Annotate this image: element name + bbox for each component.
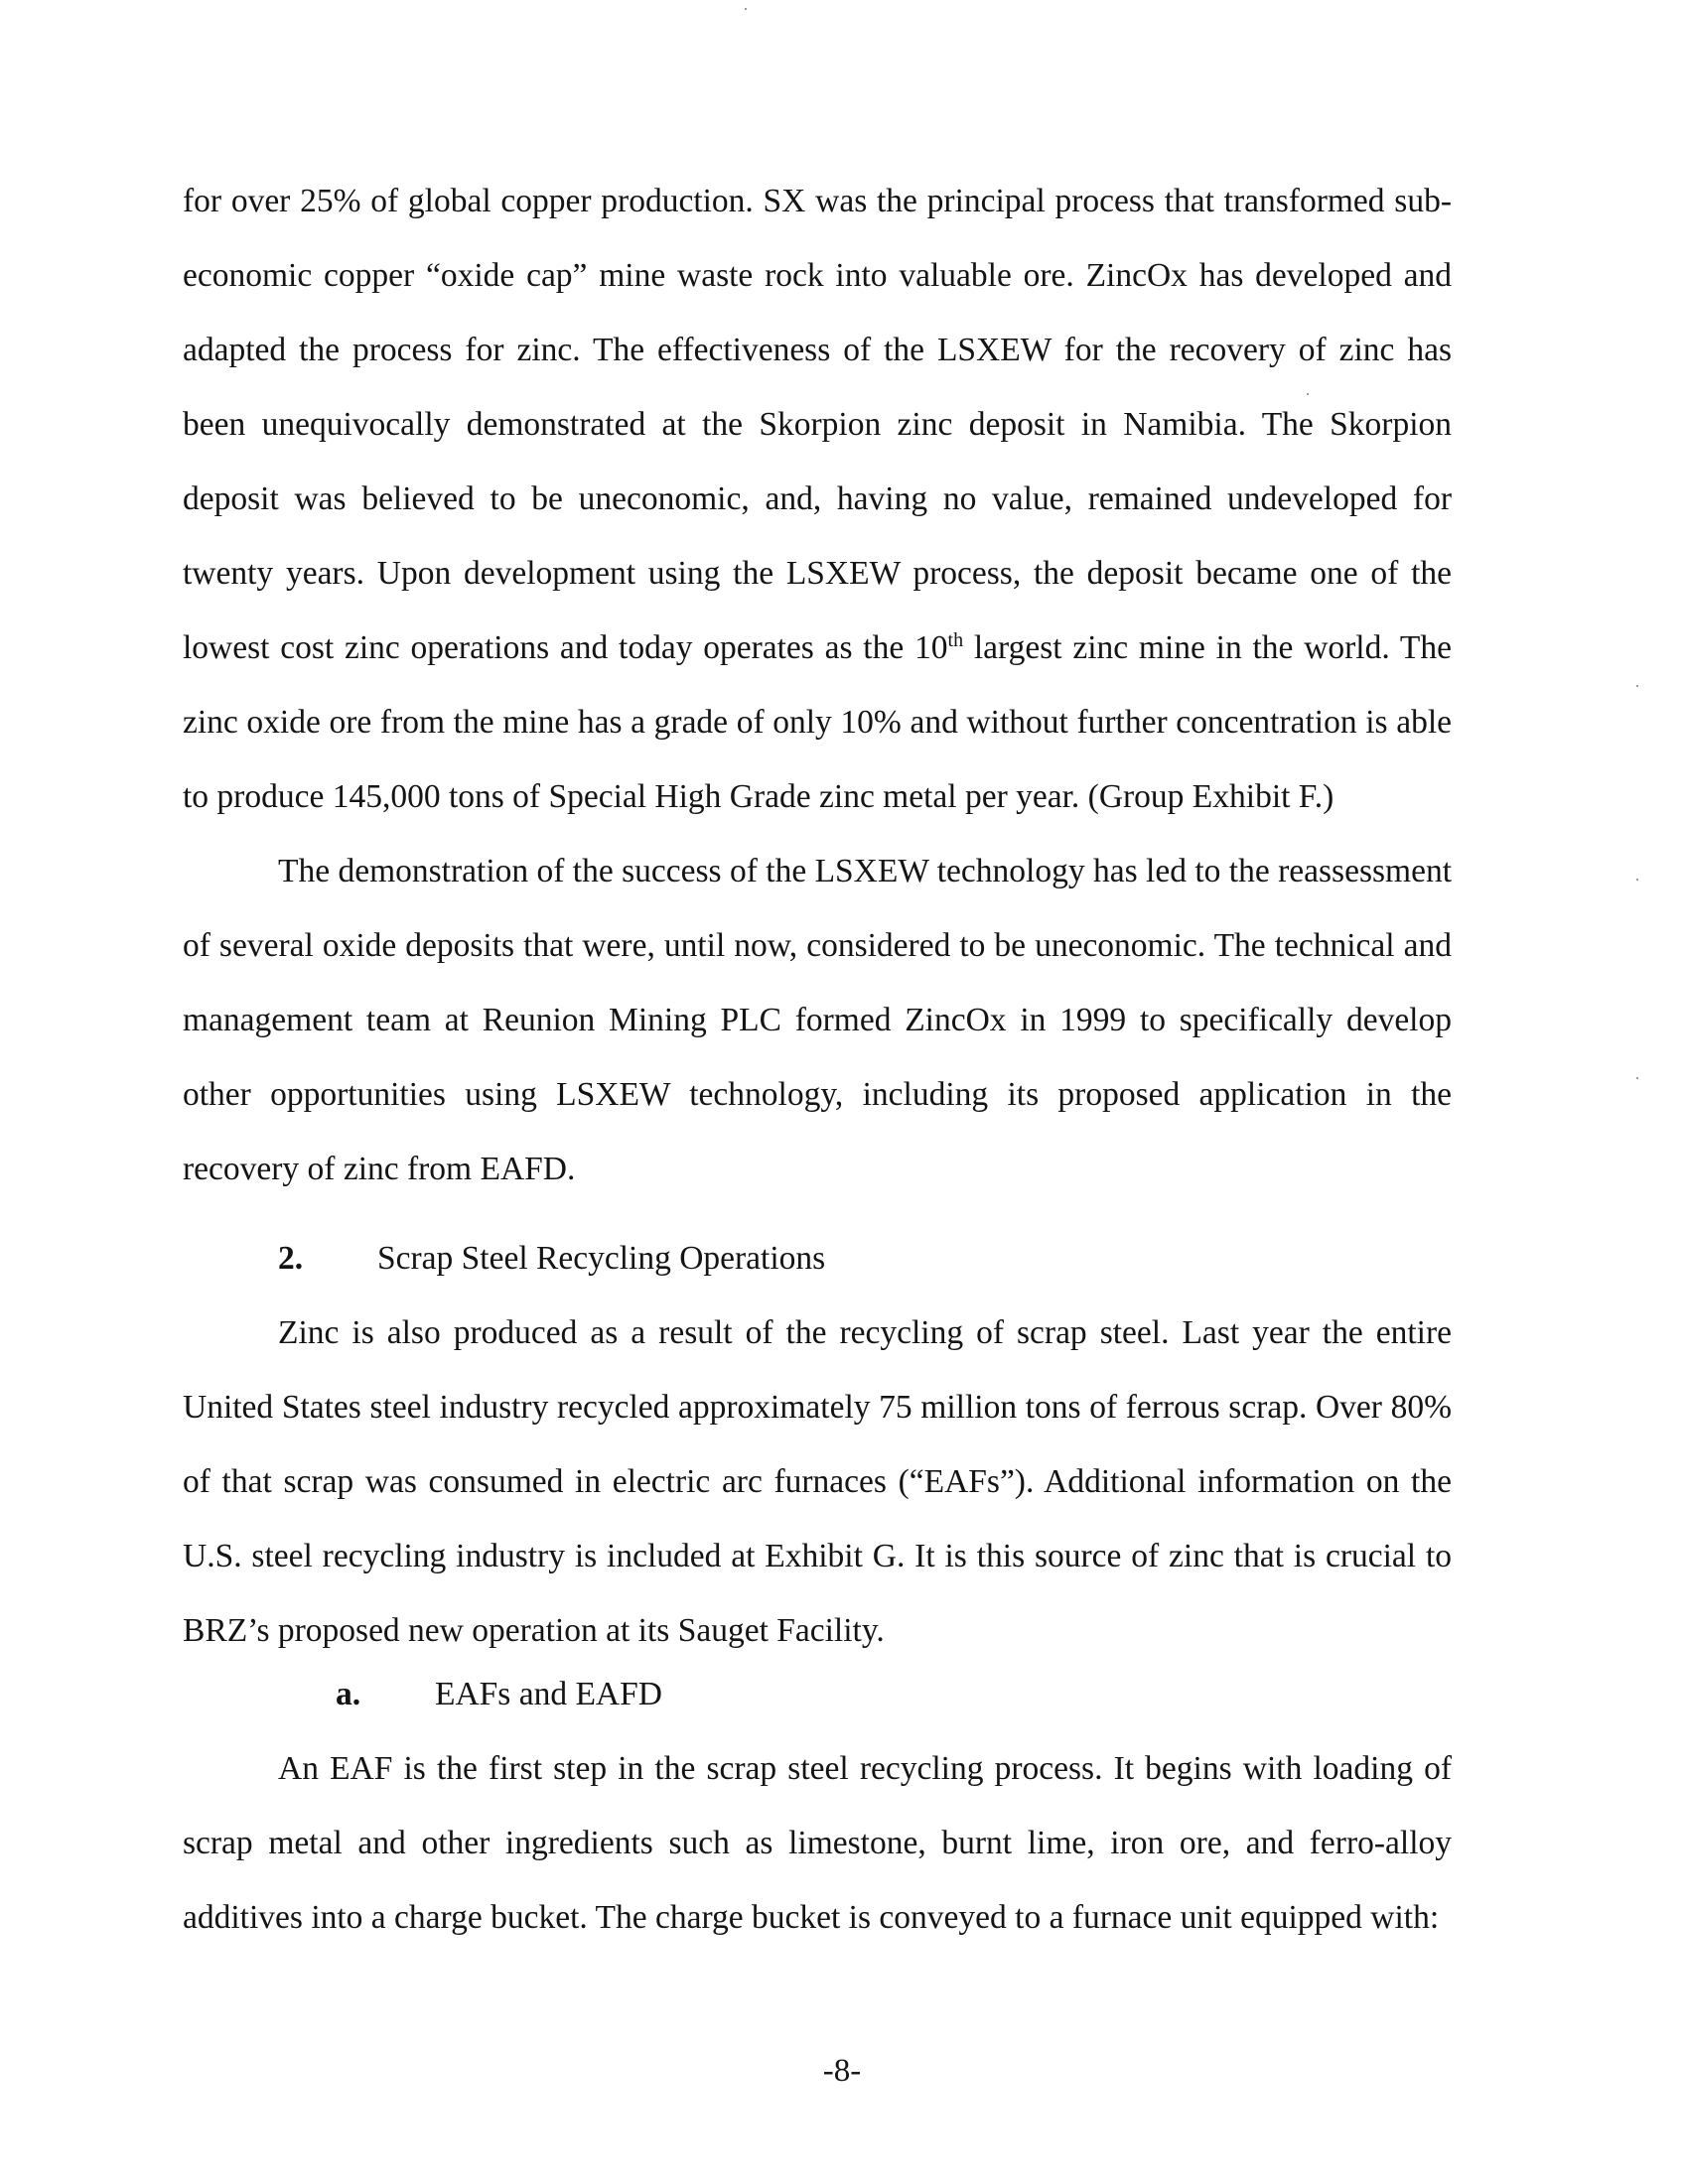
section-heading-2 xyxy=(183,1221,1452,1296)
scan-speck xyxy=(1636,685,1638,687)
scan-speck xyxy=(1636,1077,1638,1079)
ordinal-superscript: th xyxy=(947,629,964,651)
paragraph-eaf-process: An EAF is the first step in the scrap steel recycling process. It begins with loading of scrap metal and other ingredients such as limestone, burnt lime, iron ore, and ferro-alloy additives into a charge bucket. The charge bucket is conveyed to a furnace unit equipped with: xyxy=(183,1750,1452,1936)
section-heading-a xyxy=(183,1657,1452,1731)
page-number: -8- xyxy=(822,2053,862,2089)
section-title: Scrap Steel Recycling Operations xyxy=(377,1240,826,1277)
body-text-upper xyxy=(183,164,1452,1206)
scan-speck xyxy=(1307,393,1309,395)
body-text-section-a xyxy=(183,1657,1452,1955)
paragraph-text: largest zinc mine in the world. The zinc oxide ore from the mine has a grade of only 10% and without further concentration is able to produce 145,000 tons of Special High Grade zinc metal per year. (Group Exhibit F.) xyxy=(183,629,1452,815)
section-title: EAFs and EAFD xyxy=(435,1676,662,1712)
paragraph-continued xyxy=(183,164,1452,834)
section-number: 2. xyxy=(278,1240,304,1277)
paragraph-text: for over 25% of global copper production. SX was the principal process that transformed sub-economic copper “oxide cap” mine waste rock into valuable ore. ZincOx has developed and adapted the process for zinc. The effectiveness of the LSXEW for the recovery of zinc has been unequivocally demonstrated at the Skorpion zinc deposit in Namibia. The Skorpion deposit was believed to be uneconomic, and, having no value, remained undeveloped for twenty years. Upon development using the LSXEW process, the deposit became one of the lowest cost zinc operations and today operates as the 10 xyxy=(183,183,1452,666)
paragraph-scrap-steel: Zinc is also produced as a result of the recycling of scrap steel. Last year the entire United States steel industry recycled approximately 75 million tons of ferrous scrap. Over 80% of that scrap was consumed in electric arc furnaces (“EAFs”). Additional information on the U.S. steel recycling industry is included at Exhibit G. It is this source of zinc that is crucial to BRZ’s proposed new operation at its Sauget Facility. xyxy=(183,1314,1452,1649)
scan-speck xyxy=(1636,879,1638,881)
section-number: a. xyxy=(336,1676,361,1712)
body-text-section-2 xyxy=(183,1221,1452,1668)
paragraph-lsxew-demonstration: The demonstration of the success of the LSXEW technology has led to the reassessment of several oxide deposits that were, until now, considered to be uneconomic. The technical and management team at Reunion Mining PLC formed ZincOx in 1999 to specifically develop other opportunities using LSXEW technology, including its proposed application in the recovery of zinc from EAFD. xyxy=(183,853,1452,1187)
scan-speck xyxy=(745,8,747,10)
